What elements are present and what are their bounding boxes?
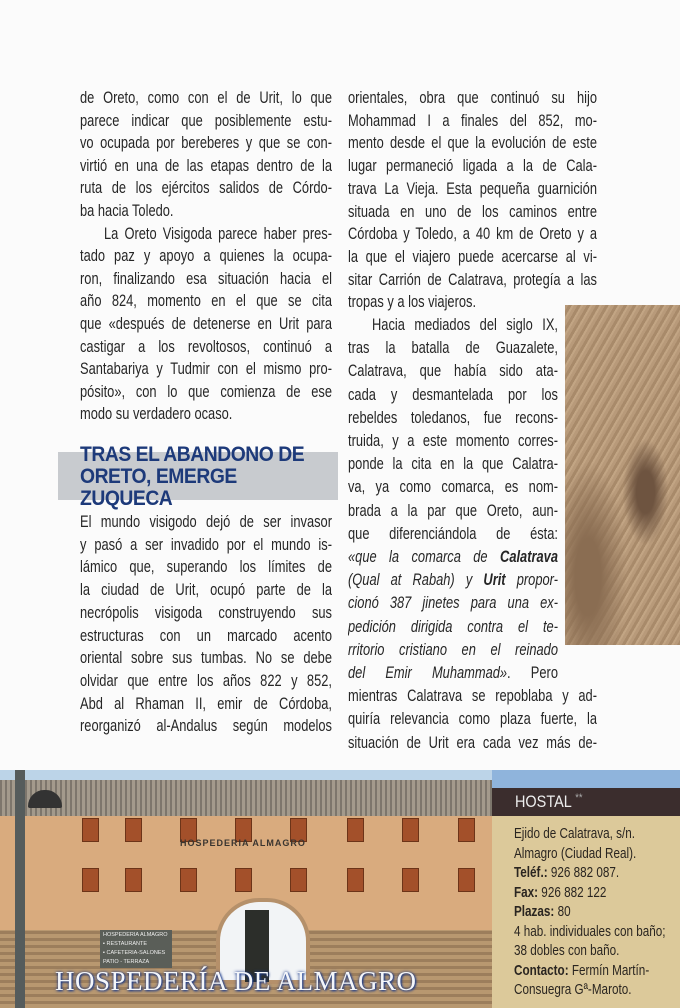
hostal-info-line <box>514 961 649 980</box>
board-line: ▪ CAFETERIA-SALONES <box>103 950 166 956</box>
text-line: oriental sobre sus tumbas. No se debe <box>80 649 332 668</box>
text-segment: va, ya como comarca, es nom- <box>348 478 558 497</box>
window <box>290 868 307 892</box>
text-line: pósito», con lo que comienza de ese <box>80 382 332 401</box>
info-value: Fermín Martín- <box>568 961 650 979</box>
hostal-title-text: HOSTAL <box>515 792 572 811</box>
text-line <box>348 616 558 638</box>
info-value: Ejido de Calatrava, s/n. <box>514 825 635 842</box>
text-line: necrópolis visigoda construyendo sus <box>80 603 332 622</box>
text-line: tado paz y apoyo a quienes la ocupa- <box>80 247 332 266</box>
hostal-title <box>515 792 583 812</box>
text-line <box>348 453 558 475</box>
text-line <box>348 732 597 754</box>
text-segment: situación de Urit era cada vez más de- <box>348 733 597 752</box>
window <box>82 868 99 892</box>
text-line: la ciudad de Urit, ocupó parte de la <box>80 581 332 600</box>
info-label: Contacto: <box>514 961 569 979</box>
info-value: 4 hab. individuales con baño; <box>514 922 666 940</box>
text-line: Santabariya y Tudmir con el mismo pro- <box>80 360 332 379</box>
window <box>235 868 252 892</box>
star-rating-icon: ** <box>575 792 583 804</box>
board-line: HOSPEDERIA ALMAGRO <box>103 932 168 938</box>
window <box>458 818 475 842</box>
text-line: parece indicar que posiblemente estu- <box>80 111 332 130</box>
text-segment: cada y desmantelada por los <box>348 385 558 404</box>
text-line <box>348 430 558 452</box>
heading-line: ZUQUECA <box>80 487 173 510</box>
board-line: ▪ RESTAURANTE <box>103 941 148 947</box>
text-segment: cionó 387 jinetes para una ex- <box>348 594 558 613</box>
info-value: 80 <box>554 903 571 920</box>
text-segment: mientras Calatrava se repoblaba y ad- <box>348 687 597 706</box>
window <box>347 868 364 892</box>
text-segment: del Emir Muhammad» <box>348 664 508 682</box>
text-line: Abd al Rhaman II, emir de Córdoba, <box>80 694 332 713</box>
text-line <box>348 685 597 707</box>
text-line: El mundo visigodo dejó de ser invasor <box>80 513 332 531</box>
text-segment: quiría relevancia como plaza fuerte, la <box>348 710 597 729</box>
window <box>347 818 364 842</box>
text-line: La Oreto Visigoda parece haber pres- <box>104 224 332 243</box>
info-label: Fax: <box>514 883 539 901</box>
text-line: sitar Carrión de Calatrava, protegía a las <box>348 270 597 289</box>
hostal-info-line <box>514 844 636 863</box>
text-line <box>348 708 597 730</box>
hostal-info-line <box>514 902 571 921</box>
photo-caption: HOSPEDERÍA DE ALMAGRO <box>55 966 417 996</box>
text-line: Córdoba y Toledo, a 40 km de Oreto y a <box>348 225 597 244</box>
info-value: Almagro (Ciudad Real). <box>514 844 637 862</box>
text-segment: tras la batalla de Guazalete, <box>348 339 558 358</box>
text-line: ruta de los ejércitos salidos de Córdo- <box>80 179 332 198</box>
text-line: orientales, obra que continuó su hijo <box>348 89 597 107</box>
window <box>180 868 197 892</box>
info-label: Teléf.: <box>514 864 548 881</box>
text-line <box>348 546 558 568</box>
window <box>125 818 142 842</box>
info-label: Plazas: <box>514 903 555 920</box>
text-segment: pedición dirigida contra el te- <box>348 617 558 636</box>
text-line: vo ocupada por bereberes y que se con- <box>80 134 332 153</box>
text-line <box>348 523 558 545</box>
text-segment: (Qual at Rabah) y <box>348 571 484 590</box>
text-segment: Calatrava, que había sido ata- <box>348 362 558 381</box>
sign-board <box>100 930 172 968</box>
hostal-info-box <box>492 770 680 1008</box>
text-segment: rebeldes toledanos, fue recons- <box>348 408 558 427</box>
text-line <box>348 569 558 591</box>
text-line: lugar permaneció ligada a la de Cala- <box>348 157 597 176</box>
text-line <box>348 592 558 614</box>
text-line: que «después de detenerse en Urit para <box>80 315 332 333</box>
hostal-info-line <box>514 824 635 843</box>
text-line <box>348 407 558 429</box>
text-line: ron, finalizando esa situación hacia el <box>80 269 332 288</box>
text-segment: brada a la par que Oreto, aun- <box>348 501 558 520</box>
text-segment: que diferenciándola de ésta: <box>348 524 558 543</box>
text-line: mento desde el que la evolución de este <box>348 134 597 153</box>
window <box>402 818 419 842</box>
text-line: situada en uno de los caminos entre <box>348 202 597 221</box>
text-line <box>372 314 558 336</box>
text-line: estructuras con un marcado acento <box>80 626 332 645</box>
text-line <box>348 384 558 406</box>
text-line: reorganizó al-Andalus según modelos <box>80 717 332 736</box>
text-line <box>348 662 558 684</box>
text-line <box>348 337 558 359</box>
text-segment: Hacia mediados del siglo IX, <box>372 316 558 334</box>
text-segment: rritorio cristiano en el reinado <box>348 640 558 659</box>
info-value: Consuegra Gª-Maroto. <box>514 981 632 998</box>
info-value: 926 882 122 <box>538 883 607 901</box>
text-line: castigar a los revoltosos, continuó a <box>80 337 332 356</box>
hostal-info-line <box>514 883 606 902</box>
text-segment: truida, y a este momento corres- <box>348 432 558 450</box>
hostal-info-line <box>514 863 619 882</box>
info-value: 926 882 087. <box>547 864 620 881</box>
text-line: trava La Vieja. Esta pequeña guarnición <box>348 179 597 198</box>
text-line: ba hacia Toledo. <box>80 202 174 220</box>
lamp-post <box>15 770 25 1008</box>
text-line: lámico que, superando los límites de <box>80 558 332 577</box>
window <box>458 868 475 892</box>
emphasis-text: Calatrava <box>500 548 558 566</box>
text-line: modo su verdadero ocaso. <box>80 405 233 424</box>
text-segment: propor- <box>505 571 558 590</box>
text-segment: ponde la cita en la que Calatra- <box>348 455 558 474</box>
board-line: PATIO - TERRAZA <box>103 959 150 965</box>
hostal-info-line <box>514 941 619 960</box>
text-line <box>348 500 558 522</box>
text-line: olvidar que entre los años 822 y 852, <box>80 671 332 690</box>
text-line: virtió en una de las etapas dentro de la <box>80 156 332 175</box>
emphasis-text: Urit <box>483 571 506 590</box>
window <box>125 868 142 892</box>
building-sign: HOSPEDERIA ALMAGRO <box>180 838 306 848</box>
rock-texture-photo <box>565 305 680 645</box>
info-value: 38 dobles con baño. <box>514 942 620 959</box>
text-line <box>348 360 558 382</box>
text-line: Mohammad I a finales del 852, mo- <box>348 111 597 130</box>
heading-line: ORETO, EMERGE <box>80 465 237 488</box>
window <box>82 818 99 842</box>
text-segment: . Pero <box>507 664 558 682</box>
heading-line: TRAS EL ABANDONO DE <box>80 443 305 466</box>
text-line: año 824, momento en el que se cita <box>80 292 332 311</box>
sky-strip <box>492 770 680 788</box>
text-line: de Oreto, como con el de Urit, lo que <box>80 89 332 107</box>
text-line: y pasó a ser invadido por el mundo is- <box>80 535 332 554</box>
roof <box>0 780 492 816</box>
text-segment: «que la comarca de <box>348 548 501 566</box>
text-line <box>348 639 558 661</box>
text-line: la que el viajero puede acercarse al vi- <box>348 247 597 266</box>
hostal-info-line <box>514 980 631 999</box>
hostal-info-line <box>514 922 666 941</box>
text-line: tropas y a los viajeros. <box>348 293 477 312</box>
text-line <box>348 476 558 498</box>
window <box>402 868 419 892</box>
